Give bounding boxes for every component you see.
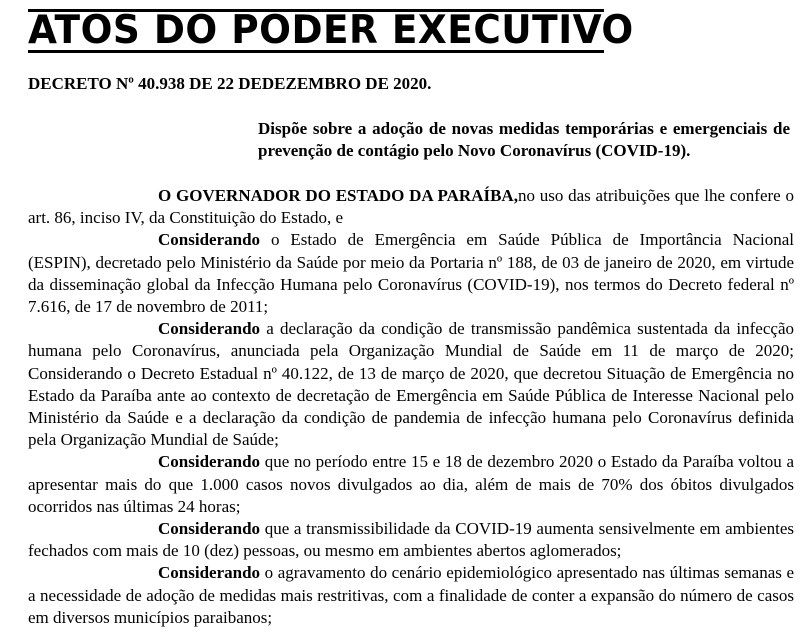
preamble-paragraph: [28, 185, 794, 229]
section-heading: ATOS DO PODER EXECUTIVO: [28, 8, 634, 53]
decree-body: [28, 185, 794, 629]
considerando-paragraph: [28, 562, 794, 629]
considerando-lead: Considerando: [158, 319, 261, 339]
considerando-paragraph: [28, 518, 794, 562]
decree-summary: Dispõe sobre a adoção de novas medidas temporárias e emergenciais de prevenção de contágio pelo Novo Coronavírus (COVID-19).: [258, 119, 790, 160]
considerando-paragraph: [28, 229, 794, 318]
considerando-lead: Considerando: [158, 563, 261, 583]
considerando-lead: Considerando: [158, 230, 261, 250]
considerando-text: a declaração da condição de transmissão pandêmica sustentada da infecção humana pelo Coronavírus, anunciada pela Organização Mundial de Saúde em 11 de março de 2020; Considerando o Decreto Estadual nº 40.122, de 13 de março de 2020, que decretou Situação de Emergência no Estado da Paraíba ante ao contexto de decretação de Emergência em Saúde Pública de Interesse Nacional pelo Ministério da Saúde e a declaração da condição de pandemia de infecção humana pelo Coronavírus definida pela Organização Mundial de Saúde;: [28, 319, 794, 450]
governor-lead: O GOVERNADOR DO ESTADO DA PARAÍBA,: [158, 186, 518, 205]
decree-title: DECRETO Nº 40.938 DE 22 DEDEZEMBRO DE 2020.: [28, 74, 432, 93]
considerando-paragraph: [28, 318, 794, 451]
considerando-paragraph: [28, 451, 794, 518]
considerando-lead: Considerando: [158, 452, 261, 472]
considerando-text: o Estado de Emergência em Saúde Pública de Importância Nacional (ESPIN), decretado pelo Ministério da Saúde por meio da Portaria nº 188, de 03 de janeiro de 2020, em virtude da disseminação global da Infecção Humana pelo Coronavírus (COVID-19), nos termos do Decreto federal nº 7.616, de 17 de novembro de 2011;: [28, 230, 794, 317]
preamble-text: no uso das atribuições que lhe confere o art. 86, inciso IV, da Constituição do Estado, e: [28, 186, 794, 228]
considerando-text: que a transmissibilidade da COVID-19 aumenta sensivelmente em ambientes fechados com mais de 10 (dez) pessoas, ou mesmo em ambientes abertos aglomerados;: [28, 519, 794, 561]
considerando-text: que no período entre 15 e 18 de dezembro 2020 o Estado da Paraíba voltou a apresentar mais do que 1.000 casos novos divulgados ao dia, além de mais de 70% dos óbitos divulgados ocorridos nas últimas 24 horas;: [28, 452, 794, 516]
considerando-text: o agravamento do cenário epidemiológico apresentado nas últimas semanas e a necessidade de adoção de medidas mais restritivas, com a finalidade de conter a expansão do número de casos em diversos municípios paraibanos;: [28, 563, 794, 627]
considerando-lead: Considerando: [158, 519, 261, 539]
